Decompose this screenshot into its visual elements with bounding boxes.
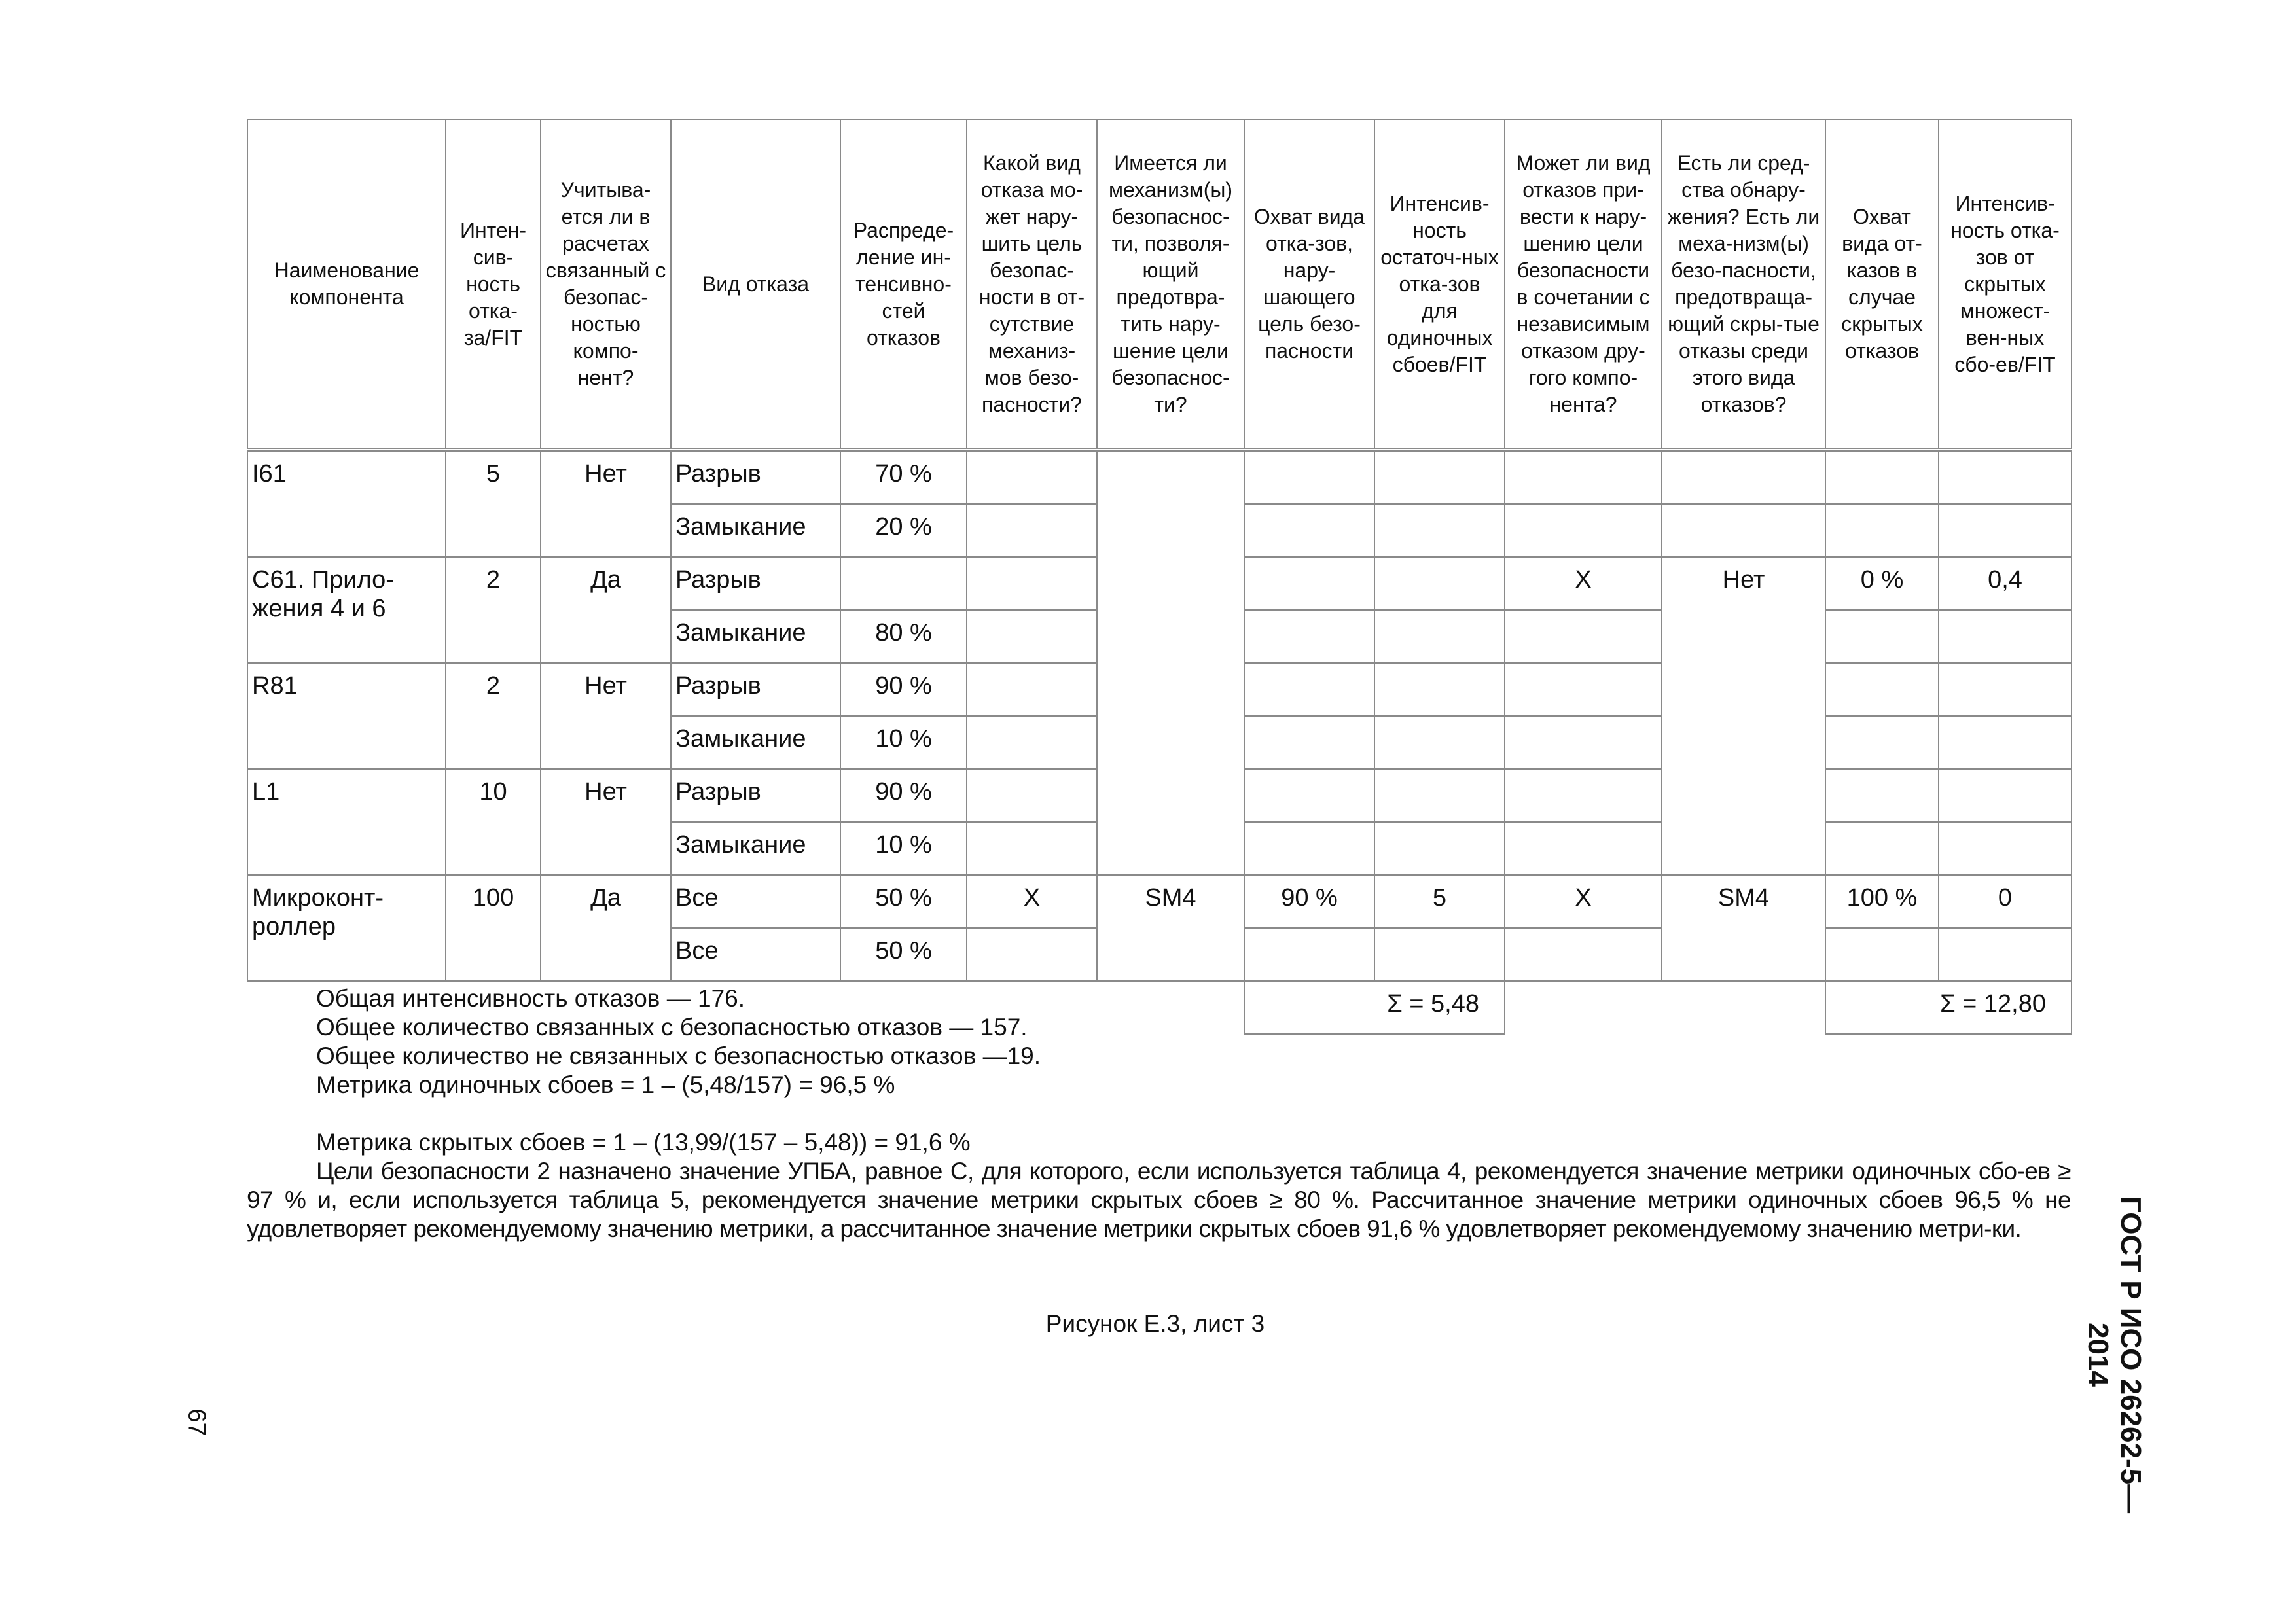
coverage [1244, 504, 1374, 557]
residual-fit [1374, 504, 1505, 557]
component-name: R81 [247, 663, 446, 769]
note-total-rate: Общая интенсивность отказов — 176. [316, 985, 745, 1012]
standard-title: ГОСТ Р ИСО 26262-5—2014 [2082, 1196, 2147, 1514]
component-name: L1 [247, 769, 446, 875]
coverage [1244, 557, 1374, 610]
distribution [840, 557, 967, 610]
safety-related: Да [541, 557, 671, 663]
distribution: 20 % [840, 504, 967, 557]
coverage: 90 % [1244, 875, 1374, 928]
latent-mechanism: SM4 [1662, 875, 1825, 981]
failure-rate: 2 [446, 663, 541, 769]
distribution: 80 % [840, 610, 967, 663]
failure-mode: Замыкание [671, 610, 840, 663]
figure-caption: Рисунок Е.3, лист 3 [1045, 1310, 1265, 1337]
residual-fit [1374, 928, 1505, 981]
failure-mode: Замыкание [671, 716, 840, 769]
violation [967, 928, 1097, 981]
failure-rate: 5 [446, 450, 541, 557]
multi-fault: X [1505, 557, 1662, 610]
latent-fit [1939, 928, 2072, 981]
coverage [1244, 716, 1374, 769]
safety-mechanism [1097, 450, 1244, 875]
component-name: I61 [247, 450, 446, 557]
latent-fit: 0,4 [1939, 557, 2072, 610]
header-cell: Охват вида отка-зов, нару-шающего цель безо-пасности [1244, 120, 1374, 450]
latent-mechanism: Нет [1662, 557, 1825, 875]
violation [967, 504, 1097, 557]
header-cell: Вид отказа [671, 120, 840, 450]
fmea-table [247, 119, 2072, 1035]
coverage [1244, 822, 1374, 875]
header-cell: Охват вида от-казов в случае скрытых отказов [1825, 120, 1939, 450]
failure-rate: 2 [446, 557, 541, 663]
latent-coverage [1825, 504, 1939, 557]
distribution: 50 % [840, 875, 967, 928]
table-row [247, 450, 2072, 504]
multi-fault [1505, 610, 1662, 663]
violation: X [967, 875, 1097, 928]
distribution: 10 % [840, 716, 967, 769]
violation [967, 450, 1097, 504]
violation [967, 716, 1097, 769]
failure-mode: Все [671, 928, 840, 981]
coverage [1244, 663, 1374, 716]
component-name: Микроконт-роллер [247, 875, 446, 981]
multi-fault [1505, 663, 1662, 716]
latent-coverage [1825, 769, 1939, 822]
distribution: 50 % [840, 928, 967, 981]
header-cell: Интенсив-ность отка-зов от скрытых множест-вен-ных сбо-ев/FIT [1939, 120, 2072, 450]
residual-fit [1374, 822, 1505, 875]
latent-coverage [1825, 663, 1939, 716]
sum-latent: Σ = 12,80 [1825, 981, 2072, 1034]
residual-fit [1374, 450, 1505, 504]
violation [967, 557, 1097, 610]
latent-coverage [1825, 610, 1939, 663]
latent-fit [1939, 663, 2072, 716]
multi-fault [1505, 504, 1662, 557]
latent-coverage [1825, 450, 1939, 504]
latent-fit [1939, 610, 2072, 663]
failure-mode: Разрыв [671, 769, 840, 822]
component-name: C61. Прило-жения 4 и 6 [247, 557, 446, 663]
distribution: 10 % [840, 822, 967, 875]
distribution: 70 % [840, 450, 967, 504]
header-cell: Интенсив-ность остаточ-ных отка-зов для одиночных сбоев/FIT [1374, 120, 1505, 450]
failure-rate: 100 [446, 875, 541, 981]
safety-related: Да [541, 875, 671, 981]
failure-mode: Разрыв [671, 450, 840, 504]
header-cell: Есть ли сред-ства обнару-жения? Есть ли меха-низм(ы) безо-пасности, предотвраща-ющий скры-тые отказы среди этого вида отказов? [1662, 120, 1825, 450]
coverage [1244, 610, 1374, 663]
multi-fault [1505, 822, 1662, 875]
header-cell: Имеется ли механизм(ы) безопаснос-ти, позволя-ющий предотвра-тить нару-шение цели безопаснос-ти? [1097, 120, 1244, 450]
note-non-safety: Общее количество не связанных с безопасностью отказов —19. [316, 1043, 1041, 1069]
multi-fault [1505, 716, 1662, 769]
failure-mode: Разрыв [671, 557, 840, 610]
distribution: 90 % [840, 769, 967, 822]
note-lfm: Метрика скрытых сбоев = 1 – (13,99/(157 – 5,48)) = 91,6 % [316, 1129, 971, 1156]
page-number: 67 [183, 1408, 211, 1436]
note-spfm: Метрика одиночных сбоев = 1 – (5,48/157) = 96,5 % [316, 1071, 895, 1098]
latent-coverage: 100 % [1825, 875, 1939, 928]
failure-mode: Разрыв [671, 663, 840, 716]
safety-mechanism: SM4 [1097, 875, 1244, 981]
residual-fit [1374, 716, 1505, 769]
multi-fault [1505, 450, 1662, 504]
violation [967, 663, 1097, 716]
sum-single-point: Σ = 5,48 [1244, 981, 1505, 1034]
note-paragraph: Цели безопасности 2 назначено значение УПБА, равное С, для которого, если используется таблица 4, рекомендуется значение метрики одиночных сбо-ев ≥ 97 % и, если используется таблица 5, рекомендуется значение метрики скрытых сбоев ≥ 80 %. Рассчитанное значение метрики одиночных сбоев 96,5 % не удовлетворяет рекомендуемому значению метрики, а рассчитанное значение метрики скрытых сбоев 91,6 % удовлетворяет рекомендуемому значению метри-ки. [247, 1158, 2071, 1242]
latent-fit [1939, 822, 2072, 875]
residual-fit [1374, 610, 1505, 663]
table-row [247, 875, 2072, 928]
table-header-row [247, 120, 2072, 450]
violation [967, 822, 1097, 875]
note-safety-related: Общее количество связанных с безопасностью отказов — 157. [316, 1014, 1028, 1041]
failure-mode: Замыкание [671, 822, 840, 875]
latent-fit [1939, 769, 2072, 822]
latent-coverage [1825, 716, 1939, 769]
multi-fault: X [1505, 875, 1662, 928]
failure-mode: Замыкание [671, 504, 840, 557]
latent-fit [1939, 450, 2072, 504]
safety-related: Нет [541, 663, 671, 769]
safety-related: Нет [541, 450, 671, 557]
latent-fit [1939, 504, 2072, 557]
violation [967, 610, 1097, 663]
residual-fit [1374, 557, 1505, 610]
failure-rate: 10 [446, 769, 541, 875]
latent-mechanism [1662, 450, 1825, 504]
coverage [1244, 769, 1374, 822]
multi-fault [1505, 928, 1662, 981]
notes-block [247, 984, 2071, 1243]
header-cell: Наименование компонента [247, 120, 446, 450]
header-cell: Может ли вид отказов при-вести к нару-шению цели безопасности в сочетании с независимым отказом дру-гого компо-нента? [1505, 120, 1662, 450]
multi-fault [1505, 769, 1662, 822]
latent-coverage: 0 % [1825, 557, 1939, 610]
failure-mode: Все [671, 875, 840, 928]
coverage [1244, 928, 1374, 981]
latent-fit: 0 [1939, 875, 2072, 928]
residual-fit: 5 [1374, 875, 1505, 928]
latent-coverage [1825, 822, 1939, 875]
distribution: 90 % [840, 663, 967, 716]
latent-fit [1939, 716, 2072, 769]
residual-fit [1374, 663, 1505, 716]
header-cell: Учитыва-ется ли в расчетах связанный с безопас-ностью компо-нент? [541, 120, 671, 450]
violation [967, 769, 1097, 822]
residual-fit [1374, 769, 1505, 822]
coverage [1244, 450, 1374, 504]
safety-related: Нет [541, 769, 671, 875]
header-cell: Какой вид отказа мо-жет нару-шить цель безопас-ности в от-сутствие механиз-мов безо-пасности? [967, 120, 1097, 450]
header-cell: Интен-сив-ность отка-за/FIT [446, 120, 541, 450]
latent-coverage [1825, 928, 1939, 981]
header-cell: Распреде-ление ин-тенсивно-стей отказов [840, 120, 967, 450]
latent-mechanism [1662, 504, 1825, 557]
